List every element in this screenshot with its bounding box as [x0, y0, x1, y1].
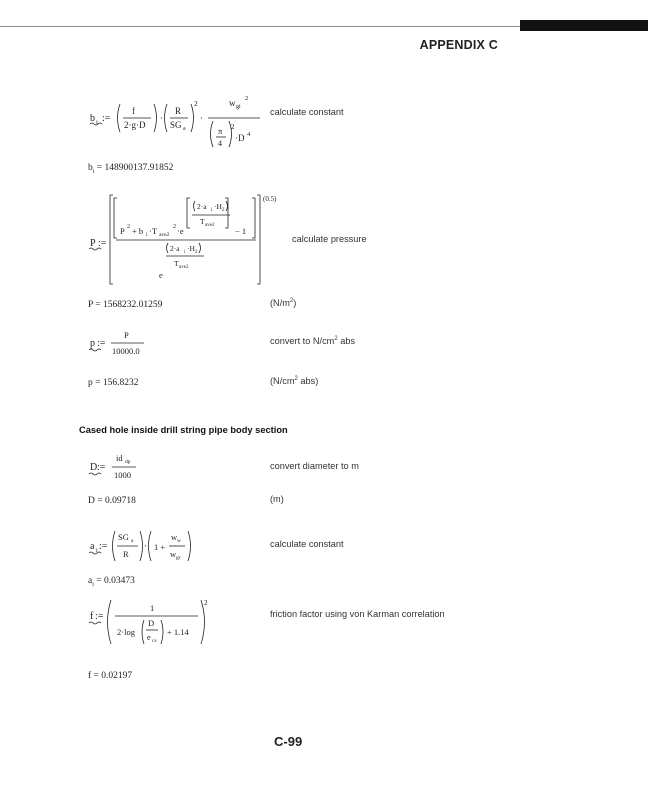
svg-text:ave2: ave2: [205, 223, 215, 228]
D-assign: :=: [97, 462, 106, 473]
result-P: P = 1568232.01259: [88, 300, 163, 310]
ai-lhs-sub: i: [96, 548, 98, 554]
svg-text:·: ·: [200, 113, 203, 123]
paren-left-2: [165, 104, 168, 132]
p-numer: P: [124, 330, 129, 340]
outer-bracket-right: [257, 195, 260, 284]
bi-SGa-sub: a: [183, 126, 186, 132]
page-number: C-99: [274, 734, 303, 749]
unit-P: $(N/m^2)$: [270, 298, 297, 309]
result-bi: $b_i = 148900137.91852$: [88, 163, 174, 175]
svg-text:2: 2: [173, 224, 176, 230]
f-D: D: [148, 618, 155, 628]
f-ecs: e: [147, 632, 151, 642]
P-Tave2-top: T: [200, 217, 205, 226]
bi-lhs-sub: i: [96, 119, 98, 126]
D-numer: id: [116, 453, 123, 463]
appendix-label: APPENDIX C: [419, 38, 498, 52]
f-one: 1: [150, 603, 155, 613]
svg-text:cs: cs: [152, 638, 157, 644]
p-lhs: p: [90, 338, 95, 349]
D-lhs: D: [90, 462, 98, 473]
svg-text:2: 2: [231, 123, 235, 131]
svg-text:ave2: ave2: [159, 232, 170, 238]
inner-bracket-right: [252, 198, 255, 238]
result-ai: $a_i = 0.03473$: [88, 576, 135, 588]
f-exp2: 2: [204, 599, 208, 607]
f-assign: :=: [95, 611, 104, 622]
P-minus1: − 1: [235, 226, 247, 236]
note-calculate-pressure: calculate pressure: [292, 234, 367, 244]
svg-text:2: 2: [195, 250, 198, 255]
P-P2: P: [120, 226, 125, 236]
bi-R: R: [175, 106, 182, 116]
svg-text:2: 2: [127, 224, 130, 230]
ai-ww: w: [171, 532, 178, 542]
ai-R: R: [123, 549, 129, 559]
result-D: D = 0.09718: [88, 496, 136, 506]
ai-one-plus: 1 +: [154, 542, 166, 552]
P-bi-sub: i: [146, 232, 148, 238]
equation-bi-definition: [80, 90, 280, 160]
bi-SGa: SG: [170, 120, 182, 130]
p-denom: 10000.0: [112, 346, 140, 356]
note-calculate-constant-1: calculate constant: [270, 107, 344, 117]
note-calculate-constant-2: calculate constant: [270, 539, 344, 549]
bi-dotD: ·D: [235, 133, 245, 143]
note-von-karman: friction factor using von Karman correlation: [270, 609, 445, 619]
svg-text:gr: gr: [176, 555, 181, 561]
result-f: f = 0.02197: [88, 671, 133, 681]
f-2log: 2·log: [117, 627, 135, 637]
bi-pi: π: [218, 126, 223, 136]
P-exp-half: (0.5): [263, 195, 277, 203]
equation-D-definition: [80, 450, 160, 485]
svg-text:2: 2: [245, 95, 249, 102]
P-biT: + b: [132, 226, 144, 236]
paren-right-2: [191, 104, 194, 132]
svg-text:T: T: [174, 259, 179, 268]
bi-exp2: 2: [194, 99, 198, 108]
section-heading: Cased hole inside drill string pipe body section: [79, 425, 288, 435]
D-denom: 1000: [114, 470, 131, 480]
svg-text:·: ·: [160, 113, 163, 123]
ai-SGa: SG: [118, 532, 129, 542]
ai-lhs: a: [90, 541, 95, 552]
bi-wgi-sub: gi: [236, 104, 241, 110]
equation-P-definition: [80, 188, 290, 288]
svg-text:i: i: [184, 250, 186, 255]
paren-right-1: [154, 104, 157, 132]
svg-text:2·a: 2·a: [170, 244, 180, 253]
ai-assign: :=: [99, 541, 108, 552]
svg-text:·: ·: [144, 541, 147, 551]
P-lhs: P: [90, 238, 96, 249]
equation-f-definition: [80, 595, 220, 655]
svg-text:ave2: ave2: [179, 265, 189, 270]
unit-D: (m): [270, 494, 284, 504]
bi-f: f: [132, 106, 135, 116]
header-bar: [520, 20, 648, 31]
svg-text:·H: ·H: [214, 202, 222, 211]
inner-bracket-left: [114, 198, 117, 238]
P-assign: :=: [98, 238, 107, 249]
f-lhs: f: [90, 611, 94, 622]
P-dotT: ·T: [149, 226, 158, 236]
p-assign: :=: [97, 338, 106, 349]
note-convert-ncm2: convert to $N/cm^2$ abs: [270, 336, 356, 347]
D-numer-sub: dp: [125, 459, 131, 465]
bi-exp4: 4: [247, 131, 251, 138]
svg-text:·H: ·H: [187, 244, 195, 253]
svg-text:a: a: [131, 538, 134, 544]
equation-ai-definition: [80, 525, 210, 567]
P-e-denom: e: [159, 270, 163, 280]
svg-text:·e: ·e: [177, 226, 184, 236]
f-plus: + 1.14: [167, 627, 189, 637]
svg-text:2: 2: [222, 208, 225, 213]
bi-lhs: b: [90, 113, 95, 124]
svg-text:i: i: [211, 208, 213, 213]
bi-assign: :=: [102, 113, 111, 124]
result-p: p = 156.8232: [88, 378, 139, 388]
bi-2gD: 2·g·D: [124, 120, 146, 130]
svg-text:w: w: [177, 538, 181, 544]
f-paren-left: [108, 600, 112, 644]
unit-p: ($N/cm^2$ abs): [270, 376, 319, 387]
ai-wgr: w: [170, 549, 177, 559]
bi-four: 4: [218, 139, 222, 148]
equation-p-definition: [80, 325, 160, 360]
outer-bracket-left: [110, 195, 113, 284]
note-convert-diameter: convert diameter to m: [270, 461, 359, 471]
paren-left-1: [118, 104, 121, 132]
P-2aiH2-top: 2·a: [197, 202, 207, 211]
bi-wgi: w: [229, 98, 236, 108]
